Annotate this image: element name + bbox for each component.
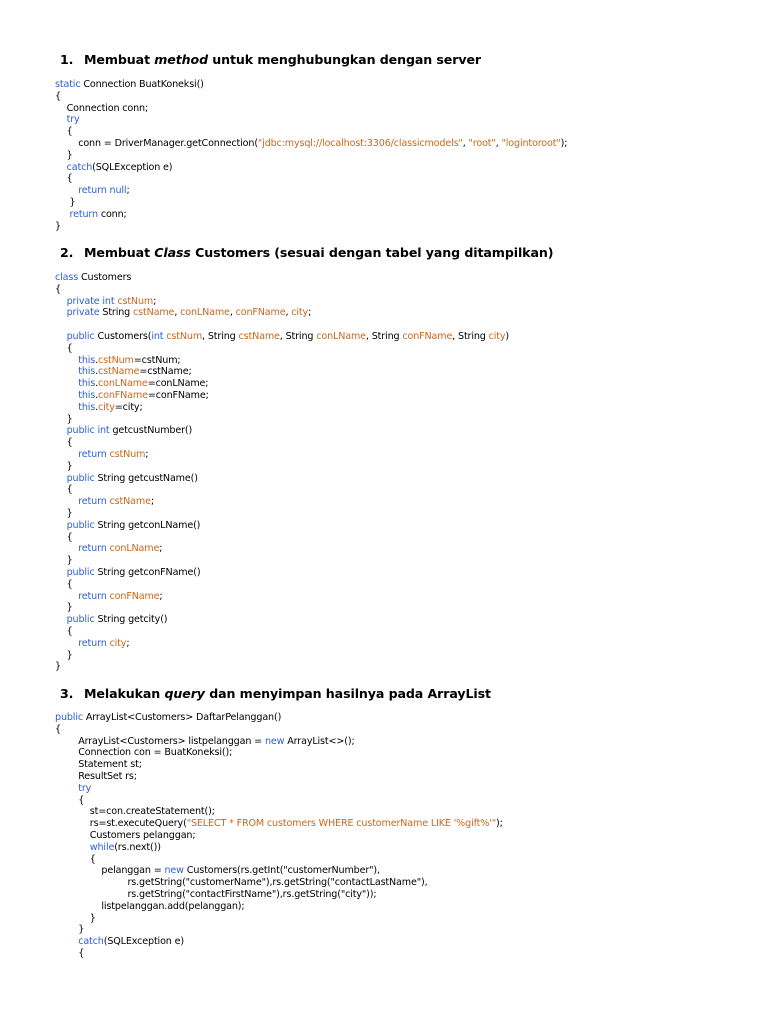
code-line bbox=[55, 650, 509, 662]
code-text: . bbox=[95, 401, 99, 413]
code-text bbox=[55, 449, 78, 460]
code-keyword: new bbox=[164, 865, 184, 877]
code-keyword: public bbox=[66, 330, 95, 342]
code-text: . bbox=[95, 354, 99, 366]
code-text bbox=[55, 402, 78, 413]
code-keyword: public bbox=[66, 472, 95, 484]
code-text bbox=[55, 307, 67, 318]
code-text bbox=[55, 783, 78, 794]
code-text bbox=[55, 185, 78, 196]
code-text: Customers bbox=[78, 272, 132, 283]
code-text: . bbox=[95, 378, 99, 390]
code-keyword: public bbox=[55, 712, 83, 723]
code-line bbox=[55, 724, 503, 736]
code-literal: "SELECT * FROM customers WHERE customerName LIKE '%gift%'" bbox=[186, 818, 496, 830]
code-line bbox=[55, 638, 509, 650]
code-text: ; bbox=[159, 590, 163, 602]
code-text: Connection conn; bbox=[55, 102, 149, 114]
code-line bbox=[55, 579, 509, 591]
code-line bbox=[55, 272, 509, 284]
code-text bbox=[55, 366, 78, 377]
code-text: Connection con = BuatKoneksi(); bbox=[55, 747, 233, 759]
section-2-heading bbox=[60, 245, 553, 260]
code-text: String getcustName() bbox=[94, 472, 198, 484]
code-literal: conLName bbox=[98, 378, 148, 390]
section-3-title-post: dan menyimpan hasilnya pada ArrayList bbox=[204, 686, 491, 701]
code-keyword: return bbox=[78, 590, 107, 602]
code-text: ; bbox=[126, 637, 130, 649]
code-line bbox=[55, 783, 503, 795]
code-literal: city bbox=[98, 401, 115, 413]
code-keyword: try bbox=[78, 782, 92, 794]
code-text bbox=[55, 473, 67, 484]
code-text: String getconLName() bbox=[94, 519, 201, 531]
code-keyword: catch bbox=[78, 936, 104, 948]
code-line bbox=[55, 924, 503, 936]
code-text: { bbox=[55, 723, 61, 735]
code-line bbox=[55, 284, 509, 296]
code-text bbox=[55, 520, 67, 531]
code-text bbox=[55, 425, 67, 436]
code-text: } bbox=[55, 460, 73, 472]
code-text: { bbox=[55, 625, 73, 637]
code-text bbox=[55, 936, 78, 947]
code-line bbox=[55, 567, 509, 579]
code-text: } bbox=[55, 555, 73, 567]
code-text: =conLName; bbox=[147, 378, 209, 390]
code-text: } bbox=[55, 602, 73, 614]
section-1-title-pre: Membuat bbox=[84, 52, 155, 67]
code-text: ; bbox=[153, 295, 157, 307]
code-text bbox=[55, 591, 78, 602]
code-text: } bbox=[55, 649, 73, 661]
code-line bbox=[55, 91, 567, 103]
code-keyword: return bbox=[78, 496, 107, 508]
code-text: rs.getString("customerName"),rs.getString("contactLastName"), bbox=[55, 877, 428, 889]
code-text: } bbox=[55, 149, 73, 161]
section-3-title-pre: Melakukan bbox=[84, 686, 165, 701]
code-line bbox=[55, 602, 509, 614]
code-text: , bbox=[229, 307, 236, 319]
code-literal: conLName bbox=[109, 543, 160, 555]
code-text: Customers pelanggan; bbox=[55, 829, 196, 841]
code-text: { bbox=[55, 794, 85, 806]
code-line bbox=[55, 185, 567, 197]
code-text: , String bbox=[279, 330, 317, 342]
code-text: { bbox=[55, 578, 73, 590]
code-text: ); bbox=[496, 818, 503, 830]
code-text: conn = DriverManager.getConnection( bbox=[55, 137, 258, 149]
code-line bbox=[55, 591, 509, 603]
code-literal: cstName bbox=[109, 496, 151, 508]
code-line bbox=[55, 138, 567, 150]
code-line bbox=[55, 296, 509, 308]
code-text bbox=[55, 114, 67, 125]
code-line bbox=[55, 173, 567, 185]
code-text: { bbox=[55, 126, 73, 138]
code-line bbox=[55, 795, 503, 807]
code-text: Statement st; bbox=[55, 759, 142, 771]
code-text: } bbox=[55, 924, 85, 936]
code-line bbox=[55, 437, 509, 449]
code-keyword: private bbox=[66, 307, 100, 319]
code-line bbox=[55, 150, 567, 162]
code-line bbox=[55, 343, 509, 355]
code-text: . bbox=[95, 389, 99, 401]
code-line bbox=[55, 842, 503, 854]
code-text: ResultSet rs; bbox=[55, 770, 137, 782]
section-3-number: 3. bbox=[60, 686, 74, 701]
code-literal: city bbox=[109, 637, 127, 649]
code-text: Connection BuatKoneksi() bbox=[80, 79, 204, 90]
code-text: { bbox=[55, 283, 61, 295]
section-2-title-italic: Class bbox=[154, 245, 191, 260]
code-literal: cstNum bbox=[117, 295, 154, 307]
code-keyword: return bbox=[69, 208, 98, 220]
code-text: , String bbox=[202, 330, 239, 342]
code-line bbox=[55, 197, 567, 209]
code-line bbox=[55, 366, 509, 378]
code-keyword: this bbox=[78, 389, 96, 401]
code-text: =cstNum; bbox=[133, 354, 181, 366]
code-keyword: public bbox=[66, 614, 95, 626]
code-line bbox=[55, 496, 509, 508]
code-text bbox=[55, 209, 70, 220]
code-text: , bbox=[285, 307, 292, 319]
code-line bbox=[55, 736, 503, 748]
code-line bbox=[55, 162, 567, 174]
code-literal: cstName bbox=[238, 330, 280, 342]
code-text: } bbox=[55, 507, 73, 519]
code-text: (SQLException e) bbox=[92, 161, 173, 173]
code-keyword: this bbox=[78, 354, 96, 366]
code-line bbox=[55, 307, 509, 319]
code-line bbox=[55, 520, 509, 532]
section-3-heading bbox=[60, 686, 491, 701]
code-line bbox=[55, 532, 509, 544]
code-text bbox=[55, 842, 90, 853]
code-line bbox=[55, 114, 567, 126]
code-line bbox=[55, 543, 509, 555]
code-line bbox=[55, 378, 509, 390]
code-text: { bbox=[55, 531, 73, 543]
code-literal: conLName bbox=[316, 330, 366, 342]
section-2-code-block bbox=[55, 272, 509, 673]
code-line bbox=[55, 355, 509, 367]
code-literal: conFName bbox=[235, 307, 286, 319]
code-keyword: class bbox=[55, 272, 79, 283]
code-text: . bbox=[95, 366, 99, 378]
code-line bbox=[55, 508, 509, 520]
code-keyword: this bbox=[78, 366, 96, 378]
code-line bbox=[55, 126, 567, 138]
code-keyword: private int bbox=[66, 295, 115, 307]
code-text: Customers(rs.getInt("customerNumber"), bbox=[183, 865, 380, 877]
code-literal: conFName bbox=[98, 389, 148, 401]
code-text: ArrayList<Customers> listpelanggan = bbox=[55, 735, 265, 747]
code-text: rs=st.executeQuery( bbox=[55, 818, 187, 830]
section-2-title-pre: Membuat bbox=[84, 245, 155, 260]
code-text: ArrayList<>(); bbox=[284, 735, 355, 747]
code-text: Customers( bbox=[94, 330, 152, 342]
code-literal: "root" bbox=[468, 137, 496, 149]
section-1-heading bbox=[60, 52, 481, 67]
code-line bbox=[55, 771, 503, 783]
code-text: listpelanggan.add(pelanggan); bbox=[55, 900, 245, 912]
code-text: { bbox=[55, 342, 73, 354]
code-text bbox=[55, 567, 67, 578]
code-text: =conFName; bbox=[147, 389, 209, 401]
code-text: st=con.createStatement(); bbox=[55, 806, 215, 818]
code-text: rs.getString("contactFirstName"),rs.getString("city")); bbox=[55, 888, 377, 900]
code-text: , bbox=[174, 307, 181, 319]
code-line bbox=[55, 877, 503, 889]
code-text bbox=[55, 378, 78, 389]
code-literal: conFName bbox=[402, 330, 453, 342]
code-text: , bbox=[495, 137, 502, 149]
code-text: } bbox=[55, 661, 61, 673]
section-1-number: 1. bbox=[60, 52, 74, 67]
code-line bbox=[55, 402, 509, 414]
code-line bbox=[55, 461, 509, 473]
code-keyword: return bbox=[78, 543, 107, 555]
code-literal: cstName bbox=[133, 307, 175, 319]
code-line bbox=[55, 103, 567, 115]
code-keyword: return bbox=[78, 637, 107, 649]
code-text bbox=[55, 296, 67, 307]
code-line bbox=[55, 865, 503, 877]
code-text: { bbox=[55, 173, 73, 185]
code-text: , String bbox=[452, 330, 489, 342]
code-line bbox=[55, 614, 509, 626]
code-literal: conFName bbox=[109, 590, 160, 602]
code-line bbox=[55, 555, 509, 567]
code-text: ; bbox=[145, 448, 149, 460]
code-line bbox=[55, 913, 503, 925]
code-text: String getconFName() bbox=[94, 566, 201, 578]
code-literal: cstNum bbox=[98, 354, 134, 366]
code-text: } bbox=[55, 912, 96, 924]
code-literal: cstNum bbox=[166, 330, 203, 342]
code-text bbox=[55, 331, 67, 342]
code-keyword: catch bbox=[66, 161, 93, 173]
code-text: { bbox=[55, 90, 61, 102]
code-line bbox=[55, 854, 503, 866]
code-text: String getcity() bbox=[94, 614, 168, 626]
code-literal: city bbox=[488, 330, 506, 342]
code-text: } bbox=[55, 220, 61, 232]
code-literal: cstNum bbox=[109, 448, 146, 460]
code-text bbox=[55, 390, 78, 401]
code-keyword: while bbox=[89, 841, 115, 853]
code-text bbox=[55, 162, 67, 173]
code-keyword: this bbox=[78, 378, 96, 390]
code-text: } bbox=[55, 196, 76, 208]
code-line bbox=[55, 449, 509, 461]
code-text bbox=[55, 496, 78, 507]
code-keyword: return bbox=[78, 448, 107, 460]
code-keyword: static bbox=[55, 79, 81, 90]
code-text: , bbox=[462, 137, 469, 149]
code-text: ) bbox=[505, 330, 510, 342]
code-text: ; bbox=[150, 496, 154, 508]
code-keyword: public int bbox=[66, 425, 110, 437]
code-line bbox=[55, 390, 509, 402]
code-text: { bbox=[55, 853, 96, 865]
code-line bbox=[55, 209, 567, 221]
code-text bbox=[55, 355, 78, 366]
code-line bbox=[55, 889, 503, 901]
section-1-title-italic: method bbox=[154, 52, 208, 67]
code-line bbox=[55, 806, 503, 818]
code-text bbox=[55, 543, 78, 554]
code-line bbox=[55, 830, 503, 842]
code-literal: "jdbc:mysql://localhost:3306/classicmodels" bbox=[257, 137, 463, 149]
code-line bbox=[55, 473, 509, 485]
code-literal: conLName bbox=[180, 307, 230, 319]
code-text: =cstName; bbox=[139, 366, 192, 378]
code-keyword: this bbox=[78, 401, 96, 413]
code-keyword: int bbox=[151, 330, 164, 342]
code-line bbox=[55, 747, 503, 759]
code-literal: "logintoroot" bbox=[501, 137, 561, 149]
code-line bbox=[55, 319, 509, 331]
code-line bbox=[55, 936, 503, 948]
code-literal: cstName bbox=[98, 366, 140, 378]
code-text: ; bbox=[308, 307, 312, 319]
code-text: ); bbox=[560, 137, 568, 149]
code-text: getcustNumber() bbox=[109, 425, 193, 437]
code-line bbox=[55, 948, 503, 960]
code-line bbox=[55, 661, 509, 673]
code-keyword: public bbox=[66, 566, 95, 578]
section-1-code-block bbox=[55, 79, 567, 232]
section-3-title-italic: query bbox=[164, 686, 205, 701]
code-text: conn; bbox=[97, 208, 127, 220]
code-text: pelanggan = bbox=[55, 865, 165, 877]
section-2-number: 2. bbox=[60, 245, 74, 260]
section-2-title-post: Customers (sesuai dengan tabel yang ditampilkan) bbox=[190, 245, 554, 260]
code-literal: city bbox=[291, 307, 309, 319]
code-text: } bbox=[55, 413, 73, 425]
code-text: { bbox=[55, 484, 73, 496]
code-line bbox=[55, 221, 567, 233]
section-3-code-block bbox=[55, 712, 503, 960]
code-line bbox=[55, 331, 509, 343]
code-keyword: new bbox=[264, 735, 285, 747]
code-text bbox=[55, 614, 67, 625]
code-text: { bbox=[55, 437, 73, 449]
code-keyword: try bbox=[66, 114, 80, 126]
code-keyword: return null bbox=[78, 185, 127, 197]
code-line bbox=[55, 901, 503, 913]
code-line bbox=[55, 484, 509, 496]
code-line bbox=[55, 626, 509, 638]
code-text: , String bbox=[365, 330, 403, 342]
code-text: String bbox=[99, 307, 134, 319]
code-text: ArrayList<Customers> DaftarPelanggan() bbox=[82, 712, 282, 723]
code-text: (rs.next()) bbox=[114, 841, 161, 853]
code-line bbox=[55, 414, 509, 426]
code-line bbox=[55, 712, 503, 724]
section-1-title-post: untuk menghubungkan dengan server bbox=[208, 52, 482, 67]
code-text: ; bbox=[126, 185, 130, 197]
code-text: (SQLException e) bbox=[103, 936, 184, 948]
code-text: { bbox=[55, 947, 85, 959]
code-text bbox=[55, 638, 78, 649]
code-line bbox=[55, 79, 567, 91]
code-keyword: public bbox=[66, 519, 95, 531]
code-line bbox=[55, 818, 503, 830]
code-text: =city; bbox=[114, 401, 143, 413]
code-line bbox=[55, 425, 509, 437]
code-text: ; bbox=[159, 543, 163, 555]
code-line bbox=[55, 759, 503, 771]
